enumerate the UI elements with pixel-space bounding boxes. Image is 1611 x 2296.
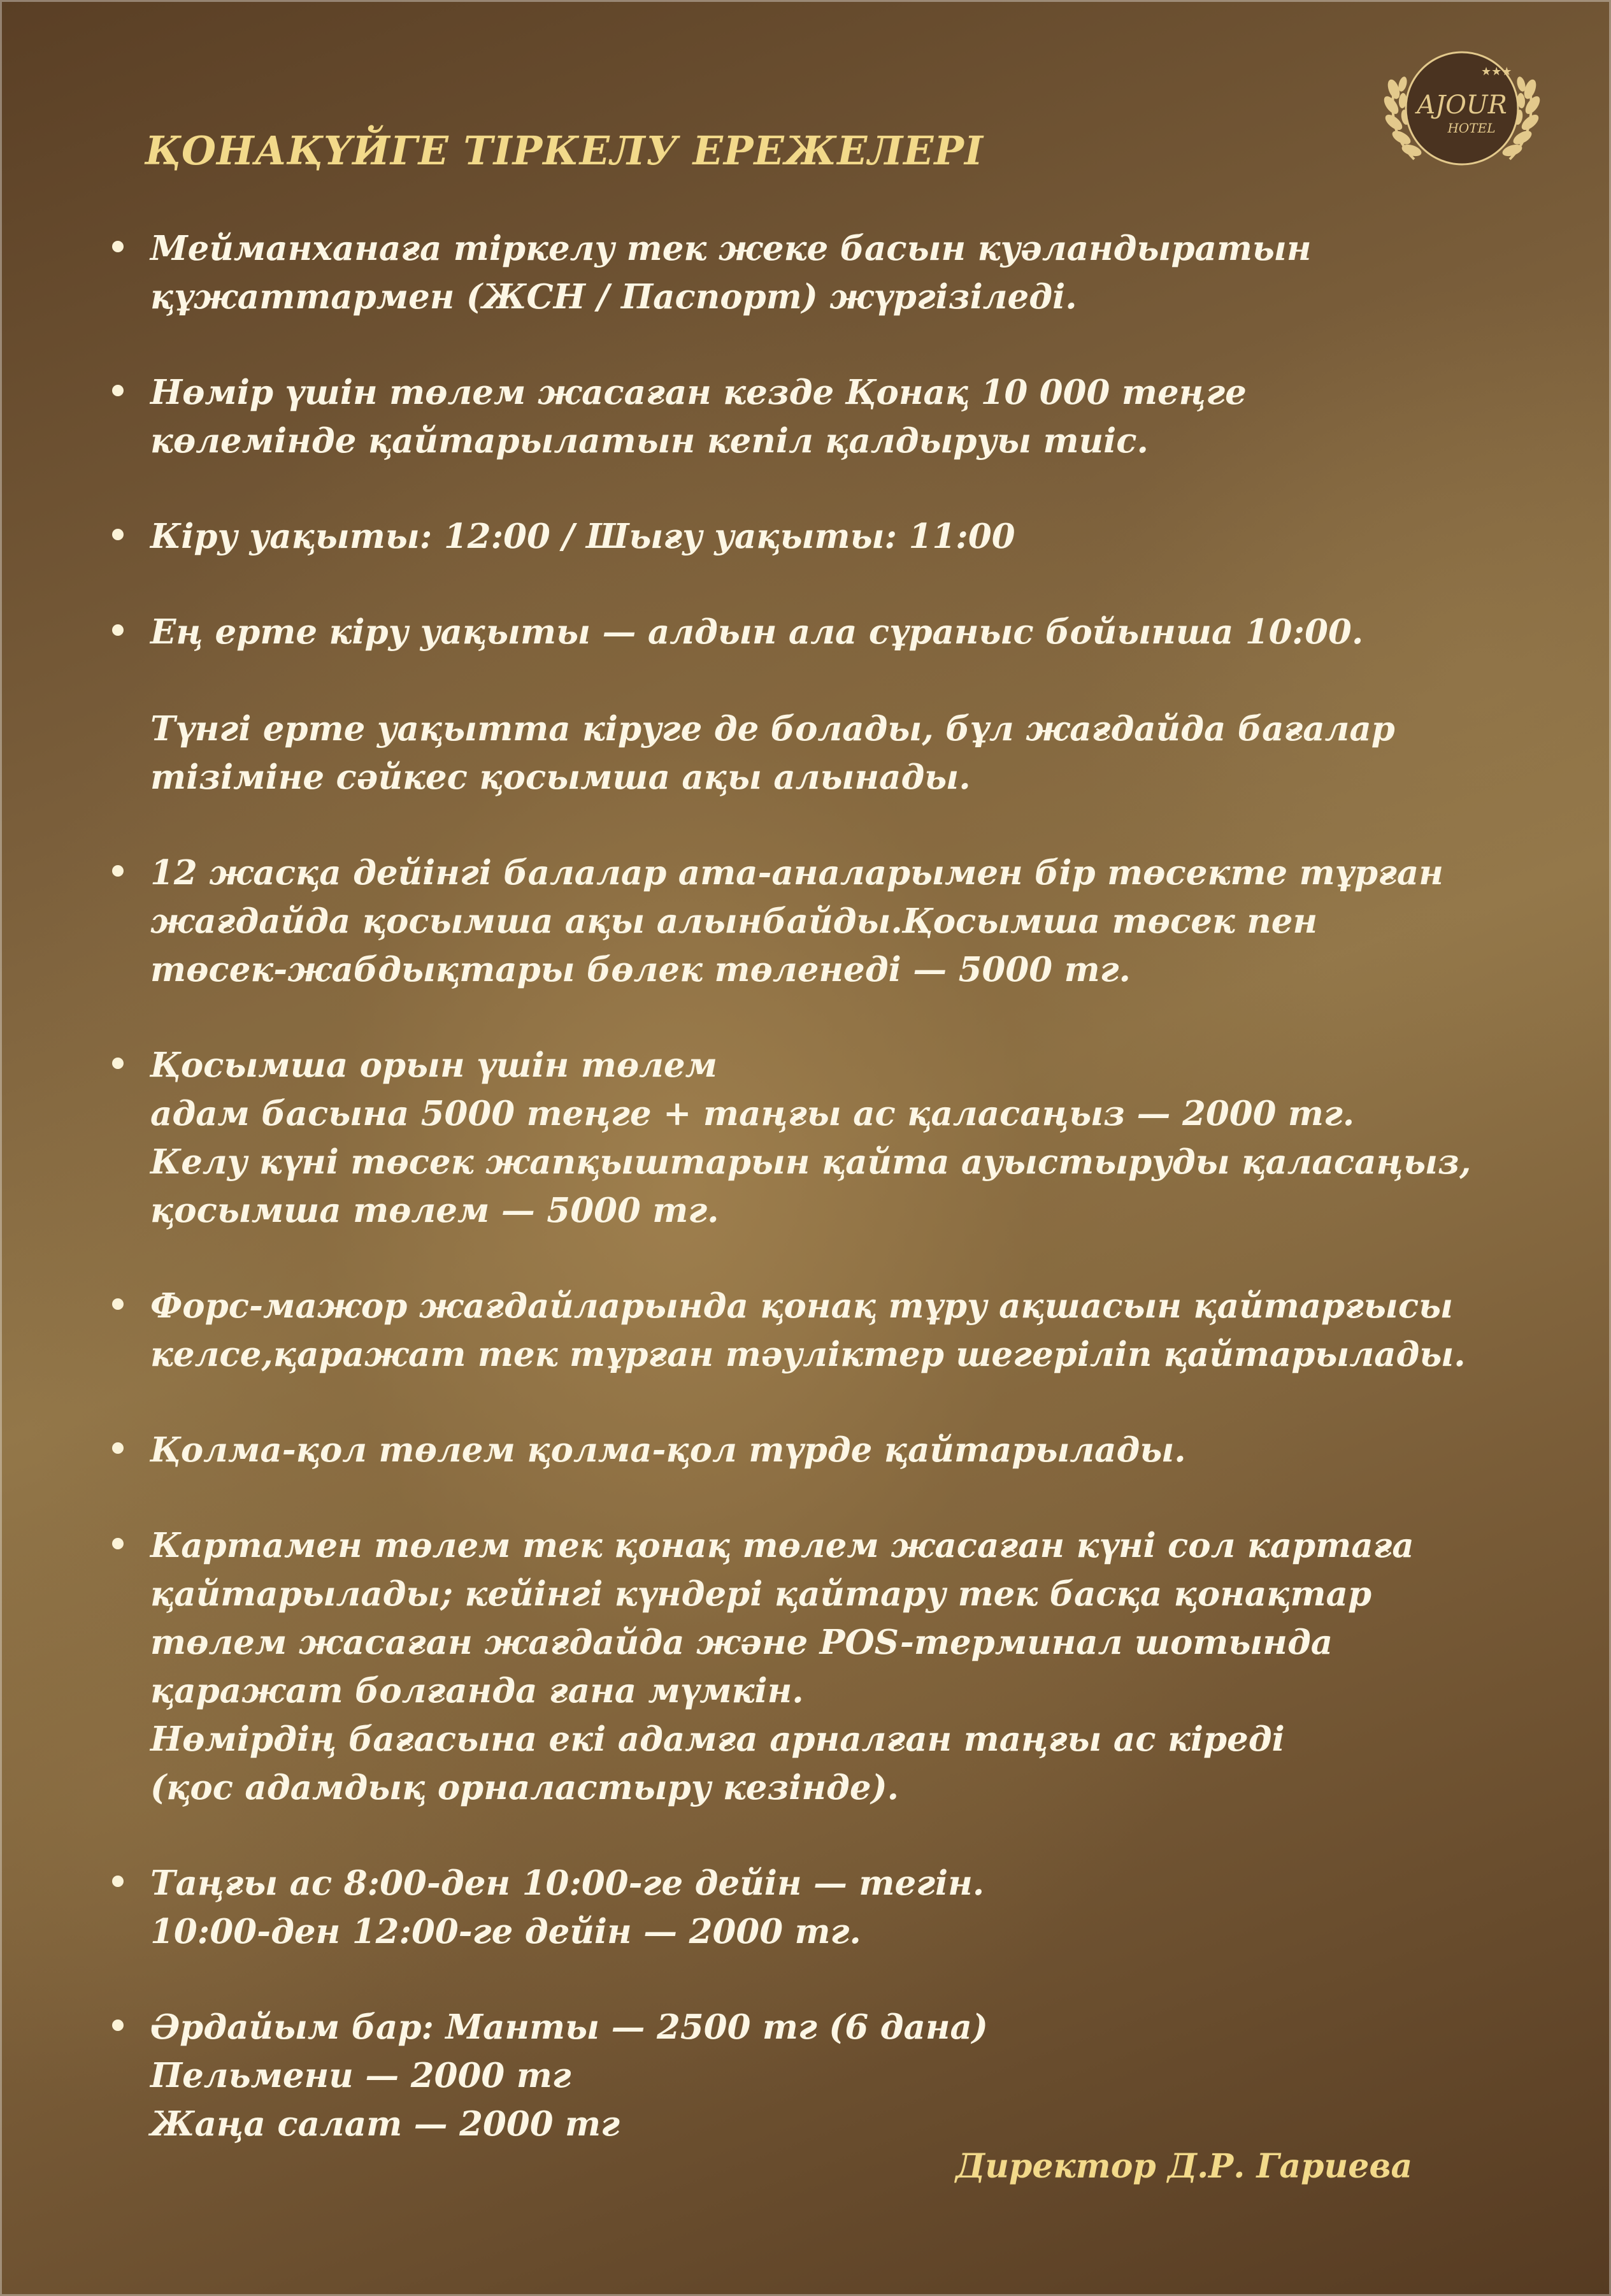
rule-item [107, 1282, 1528, 1379]
bullet-icon [112, 1538, 124, 1549]
rule-line: төлем жасаған жағдайда және POS-терминал шотында [150, 1623, 1333, 1662]
bullet-icon [112, 624, 124, 636]
bullet-icon [112, 1058, 124, 1069]
rule-line: Әрдайым бар: Манты — 2500 тг (6 дана) [150, 2007, 988, 2047]
rule-item [107, 849, 1528, 994]
rule-note-line: Түнгі ерте уақытта кіруге де болады, бұл жағдайда бағалар [150, 709, 1395, 749]
rule-line: жағдайда қосымша ақы алынбайды.Қосымша төсек пен [150, 901, 1318, 941]
rule-line: Келу күні төсек жапқыштарын қайта ауыстыруды қаласаңыз, [150, 1142, 1471, 1182]
rule-line: Нөмірдің бағасына екі адамға арналған таңғы ас кіреді [150, 1719, 1285, 1759]
rule-line: Нөмір үшін төлем жасаған кезде Қонақ 10 000 теңге [150, 373, 1247, 412]
rule-line: келсе,қаражат тек тұрған тәуліктер шегеріліп қайтарылады. [150, 1335, 1466, 1374]
bullet-icon [112, 529, 124, 540]
rule-line: Мейманханаға тіркелу тек жеке басын куәландыратын [150, 229, 1312, 268]
rule-line: адам басына 5000 теңге + таңғы ас қаласаңыз — 2000 тг. [150, 1094, 1355, 1133]
rule-line: қайтарылады; кейінгі күндері қайтару тек басқа қонақтар [150, 1574, 1372, 1614]
rule-line: Таңғы ас 8:00-ден 10:00-ге дейін — тегін. [150, 1863, 985, 1903]
bullet-icon [112, 241, 124, 252]
rule-item [107, 1426, 1528, 1474]
bullet-icon [112, 2020, 124, 2031]
rule-item [107, 1859, 1528, 1956]
bullet-icon [112, 385, 124, 396]
rules-list [107, 224, 1528, 2195]
rule-line: Кіру уақыты: 12:00 / Шығу уақыты: 11:00 [150, 517, 1015, 556]
rule-item [107, 608, 1528, 801]
rule-line: 12 жасқа дейінгі балалар ата-аналарымен бір төсекте тұрған [150, 853, 1443, 893]
rule-item [107, 2003, 1528, 2148]
rule-line: Қолма-қол төлем қолма-қол түрде қайтарылады. [150, 1430, 1186, 1470]
rule-line: көлемінде қайтарылатын кепіл қалдыруы тиіс. [150, 421, 1149, 461]
rule-line: қосымша төлем — 5000 тг. [150, 1191, 719, 1230]
director-signature: Директор Д.Р. Гариева [956, 2147, 1413, 2186]
rule-line: Жаңа салат — 2000 тг [150, 2104, 620, 2144]
rule-line: Форс-мажор жағдайларында қонақ тұру ақшасын қайтарғысы [150, 1286, 1454, 1326]
hotel-logo [1370, 45, 1554, 178]
bullet-icon [112, 1298, 124, 1310]
rule-line: Пельмени — 2000 тг [150, 2056, 571, 2095]
rule-line: 10:00-ден 12:00-ге дейін — 2000 тг. [150, 1912, 861, 1951]
logo-stars: ★★★ [1481, 65, 1512, 78]
rule-line: құжаттармен (ЖСН / Паспорт) жүргізіледі. [150, 277, 1077, 317]
rule-line: төсек-жабдықтары бөлек төленеді — 5000 тг. [150, 950, 1131, 989]
rule-item [107, 368, 1528, 465]
bullet-icon [112, 1876, 124, 1887]
rule-line: қаражат болғанда ғана мүмкін. [150, 1671, 804, 1711]
rule-item [107, 512, 1528, 561]
page-title: ҚОНАҚҮЙГЕ ТІРКЕЛУ ЕРЕЖЕЛЕРІ [145, 127, 984, 174]
rule-line: (қос адамдық орналастыру кезінде). [150, 1768, 899, 1807]
rule-note-line: тізіміне сәйкес қосымша ақы алынады. [150, 757, 971, 797]
logo-subtitle: HOTEL [1447, 120, 1496, 136]
rule-item [107, 1041, 1528, 1235]
bullet-icon [112, 1442, 124, 1454]
bullet-icon [112, 865, 124, 877]
logo-brand: AJOUR [1417, 90, 1507, 120]
rule-item [107, 224, 1528, 321]
rule-item [107, 1521, 1528, 1812]
rule-line: Қосымша орын үшін төлем [150, 1045, 718, 1085]
rule-line: Ең ерте кіру уақыты — алдын ала сұраныс бойынша 10:00. [150, 612, 1364, 652]
hotel-logo-emblem [1370, 45, 1554, 178]
rule-line: Картамен төлем тек қонақ төлем жасаған күні сол картаға [150, 1526, 1414, 1565]
